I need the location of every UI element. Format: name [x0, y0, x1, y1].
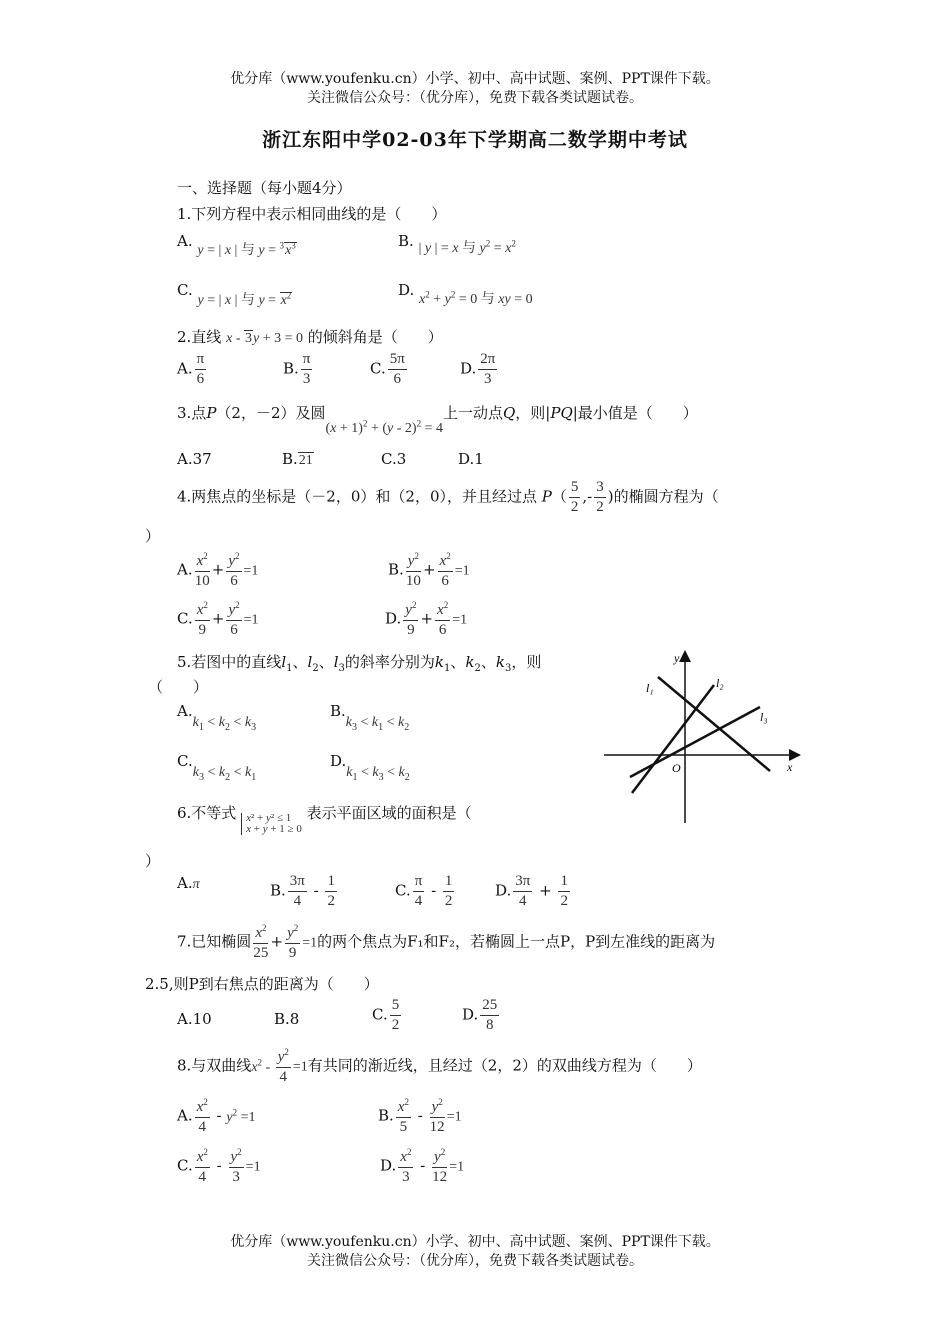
q6-stem [177, 802, 472, 835]
q7-c-label: C. [372, 1005, 388, 1024]
q5-tail: ，则 [511, 653, 542, 671]
q7-stem: 7.已知椭圆 $\frac{x^2}{25}$ + $\frac{y^2}{9}$ =1的两个焦点为F₁和F₂，若椭圆上一点P，P到左准线的距离为 [177, 923, 716, 961]
q1-d-conn: 与 [480, 292, 495, 307]
q1-option-b [398, 231, 516, 256]
q3-stem [177, 402, 698, 436]
q2-prefix: 2.直线 [177, 328, 222, 346]
q8-suffix: 有共同的渐近线，且经过（2，2）的双曲线方程为（ ） [307, 1056, 702, 1075]
q5-b-label: B. [330, 702, 346, 720]
q2-stem [177, 326, 443, 347]
q3-suffix3: |最小值是（ ） [572, 404, 698, 422]
q6-a-label: A. [177, 874, 193, 892]
q5-mid: 的斜率分别为 [344, 653, 435, 671]
q6-close-paren: ） [145, 852, 161, 870]
q2-a-label: A. [177, 359, 193, 378]
q8-prefix: 8.与双曲线 [177, 1056, 252, 1075]
origin-label: O [672, 761, 681, 775]
q1-option-c [177, 280, 292, 308]
q3-option-a: A.37 [177, 450, 212, 468]
q5-option-b: $B.k_3 < k_1 < k_2$ [330, 702, 410, 733]
q1-b-label: B. [398, 232, 414, 250]
q2-option-b: B. $\frac{\pi}{3}$ [283, 351, 311, 387]
q7-line2: 2.5,则P到右焦点的距离为（ ） [145, 975, 379, 993]
q7-suffix: 的两个焦点为F₁和F₂，若椭圆上一点P，P到左准线的距离为 [317, 932, 716, 951]
q4-d-label: D. [385, 609, 402, 628]
q5-c-label: C. [177, 752, 193, 770]
q7-prefix: 7.已知椭圆 [177, 932, 252, 951]
q1-c-label: C. [177, 281, 193, 299]
q4-a-label: A. [177, 560, 193, 579]
q5-a-label: A. [177, 702, 193, 720]
q6-option-c: C. $\frac{\pi}{4}$ - $\frac{1}{2}$ [395, 873, 453, 909]
q1-c-conn: 与 [240, 293, 255, 308]
q8-c-label: C. [177, 1156, 193, 1175]
q2-d-label: D. [460, 359, 477, 378]
q8-stem: 8.与双曲线$x^2$ - $\frac{y^2}{4}$ =1有共同的渐近线，且经过（2，2）的双曲线方程为（ ） [177, 1047, 702, 1085]
q3-option-c: C.3 [381, 450, 407, 468]
q1-b-formula: | y | = x 与 $y^2 = x^2$ [418, 238, 516, 256]
q6-option-b: B. $\frac{3\pi}{4}$ - $\frac{1}{2}$ [270, 873, 335, 909]
q2-line-equation: x - 3y + 3 = 0 [226, 331, 303, 346]
q4-close-paren: ） [145, 527, 161, 545]
q1-option-d [398, 280, 533, 307]
q7-d-label: D. [462, 1005, 479, 1024]
q6-prefix: 6.不等式 [177, 804, 237, 822]
q1-c-formula: y = | x | 与 $y = x^2$ [197, 290, 292, 308]
q2-suffix: 的倾斜角是（ ） [307, 328, 443, 346]
line-l3 [630, 707, 760, 777]
y-axis-label: y [674, 651, 680, 665]
q2-c-label: C. [370, 359, 386, 378]
line-l1 [658, 677, 770, 771]
q3-suffix1: 上一动点 [442, 404, 503, 422]
q1-b-conn: 与 [462, 241, 477, 256]
q7-option-c: C. $\frac{5}{2}$ [372, 997, 400, 1033]
q3-b-label: B. [282, 450, 298, 468]
q4-option-c: C. $\frac{x^2}{9}$ + $\frac{y^2}{6}$ =1 [177, 600, 259, 638]
q8-d-label: D. [380, 1156, 397, 1175]
page-title: 浙江东阳中学02-03年下学期高二数学期中考试 [262, 129, 688, 151]
q8-a-label: A. [177, 1106, 193, 1125]
q2-b-label: B. [283, 359, 299, 378]
q1-a-formula: y = | x | 与 $y = ^3x^3$ [197, 240, 296, 258]
q4-option-b: B. $\frac{y^2}{10}$ + $\frac{x^2}{6}$ =1 [388, 551, 470, 589]
q5-option-a: $A.k_1 < k_2 < k_3$ [177, 702, 257, 733]
q4-point-p: P [541, 487, 552, 506]
section-heading: 一、选择题（每小题4分） [177, 179, 352, 197]
q8-option-c: C. $\frac{x^2}{4}$ - $\frac{y^2}{3}$ =1 [177, 1147, 261, 1185]
q8-b-label: B. [378, 1106, 394, 1125]
q5-paren: （ ） [148, 678, 209, 696]
l1-label: l₁ [646, 681, 654, 695]
l2-label: l₂ [716, 676, 724, 690]
q4-stem: 4.两焦点的坐标是（－2，0）和（2，0），并且经过点 P（ $\frac{5}{2}$ ,- $\frac{3}{2}$ )的椭圆方程为（ [177, 479, 719, 515]
q3-point-q: Q [502, 404, 516, 422]
q8-option-a: A. $\frac{x^2}{4}$ - $y^2 =1$ [177, 1097, 256, 1135]
header-line-2: 关注微信公众号：（优分库），免费下载各类试题试卷。 [307, 90, 643, 106]
q1-d-label: D. [398, 281, 415, 299]
header-line-1: 优分库（www.youfenku.cn）小学、初中、高中试题、案例、PPT课件下载。 [230, 71, 720, 87]
q3-option-b [282, 450, 314, 469]
q4-stem-text: 4.两焦点的坐标是（－2，0）和（2，0），并且经过点 [177, 487, 537, 506]
q3-circle-equation: $(x + 1)^2 + (y - 2)^2 = 4$ [325, 418, 443, 436]
q5-option-c: $C.k_3 < k_2 < k_1$ [177, 752, 257, 783]
q2-option-c: C. $\frac{5\pi}{6}$ [370, 351, 405, 387]
q6-c-label: C. [395, 881, 411, 900]
q3-coord: （2，－2）及圆 [216, 404, 326, 422]
q5-option-d: $D.k_1 < k_3 < k_2$ [330, 752, 410, 783]
q3-prefix: 3.点 [177, 404, 207, 422]
q6-b-label: B. [270, 881, 286, 900]
q4-option-a: A. $\frac{x^2}{10}$ + $\frac{y^2}{6}$ =1 [177, 551, 259, 589]
l3-label: l₃ [760, 710, 768, 724]
q3-option-d: D.1 [458, 450, 484, 468]
q2-option-d: D. $\frac{2\pi}{3}$ [460, 351, 496, 387]
q2-option-a: A. $\frac{\pi}{6}$ [177, 351, 205, 387]
q6-option-d: D. $\frac{3\pi}{4}$ + $\frac{1}{2}$ [495, 873, 568, 909]
q6-system: x² + y² ≤ 1 x + y + 1 ≥ 0 [241, 813, 302, 835]
q3-b-value: 21 [298, 453, 313, 468]
q3-pq: PQ [550, 404, 573, 422]
q1-option-a [177, 231, 297, 258]
q5-stem: 5.若图中的直线$l_1$、$l_2$、$l_3$的斜率分别为$k_1$、$k_2$、$k_3$，则 [177, 653, 542, 674]
q1-d-formula: $x^2 + y^2 = 0$ 与 xy = 0 [419, 289, 533, 307]
q4-option-d: D. $\frac{y^2}{9}$ + $\frac{x^2}{6}$ =1 [385, 600, 468, 638]
q5-d-label: D. [330, 752, 347, 770]
q5-stem-text: 5.若图中的直线 [177, 653, 282, 671]
q6-option-a: A.π [177, 874, 200, 892]
q7-option-a: A.10 [177, 1010, 212, 1028]
footer-line-1: 优分库（www.youfenku.cn）小学、初中、高中试题、案例、PPT课件下载。 [230, 1234, 720, 1250]
q1-a-conn: 与 [240, 243, 255, 258]
q1-a-label: A. [177, 232, 193, 250]
q8-option-d: D. $\frac{x^2}{3}$ - $\frac{y^2}{12}$ =1 [380, 1147, 465, 1185]
q4-b-label: B. [388, 560, 404, 579]
q3-point-p: P [206, 404, 217, 422]
q6-d-label: D. [495, 881, 512, 900]
q6-suffix: 表示平面区域的面积是（ [306, 804, 472, 822]
q8-option-b: B. $\frac{x^2}{5}$ - $\frac{y^2}{12}$ =1 [378, 1097, 462, 1135]
q7-option-b: B.8 [274, 1010, 300, 1028]
q1-stem: 1.下列方程中表示相同曲线的是（ ） [177, 205, 447, 223]
footer-line-2: 关注微信公众号：（优分库），免费下载各类试题试卷。 [307, 1253, 643, 1269]
q4-c-label: C. [177, 609, 193, 628]
q7-option-d: D. $\frac{25}{8}$ [462, 997, 498, 1033]
q3-suffix2: ，则| [515, 404, 551, 422]
q4-suffix: 的椭圆方程为（ [613, 487, 719, 506]
x-axis-label: x [787, 760, 793, 774]
slope-figure [598, 645, 808, 830]
